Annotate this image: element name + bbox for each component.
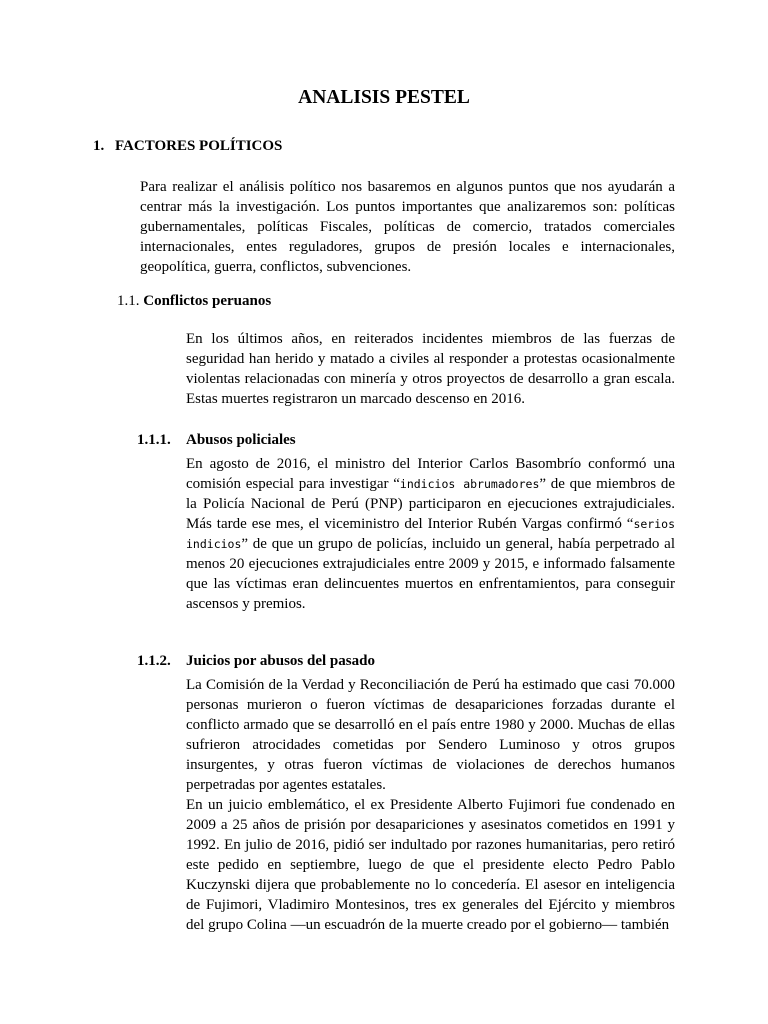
juicios-paragraphs <box>186 675 675 935</box>
conflictos-paragraph <box>186 329 675 409</box>
document-title: ANALISIS PESTEL <box>298 87 470 108</box>
juicios-paragraph-1: La Comisión de la Verdad y Reconciliación de Perú ha estimado que casi 70.000 personas murieron o fueron víctimas de desapariciones forzadas durante el conflicto armado que se desarrolló en el país entre 1980 y 2000. Muchas de ellas sufrieron atrocidades cometidas por Sendero Luminoso y otros grupos insurgentes, y otras fueron víctimas de violaciones de derechos humanos perpetradas por agentes estatales. <box>186 677 675 793</box>
subsection-heading-conflictos <box>117 293 271 310</box>
subsection-number: 1.1. <box>117 293 140 309</box>
conflictos-text: En los últimos años, en reiterados incidentes miembros de las fuerzas de seguridad han herido y matado a civiles al responder a protestas ocasionalmente violentas relacionadas con minería y otros proyectos de desarrollo a gran escala. Estas muertes registraron un marcado descenso en 2016. <box>186 331 675 407</box>
subsubsection-heading-text: Juicios por abusos del pasado <box>186 653 375 669</box>
abusos-quote-1: indicios abrumadores <box>399 477 540 491</box>
abusos-paragraph <box>186 454 675 614</box>
subsubsection-heading-text: Abusos policiales <box>186 432 296 448</box>
subsection-heading-text: Conflictos peruanos <box>143 293 272 309</box>
subsubsection-heading-abusos <box>137 432 296 449</box>
section-intro-paragraph <box>140 177 675 277</box>
abusos-text-part-1: En agosto de 2016, el ministro del Interior Carlos Basombrío conformó una comisión especial para investigar “ <box>186 456 675 492</box>
intro-text: Para realizar el análisis político nos basaremos en algunos puntos que nos ayudarán a centrar más la investigación. Los puntos importantes que analizaremos son: políticas gubernamentales, políticas Fiscales, políticas de comercio, tratados comerciales internacionales, entes reguladores, grupos de presión locales e internacionales, geopolítica, guerra, conflictos, subvenciones. <box>140 179 675 275</box>
juicios-paragraph-2: En un juicio emblemático, el ex Presidente Alberto Fujimori fue condenado en 2009 a 25 años de prisión por desapariciones y asesinatos cometidos en 1991 y 1992. En julio de 2016, pidió ser indultado por razones humanitarias, pero retiró este pedido en septiembre, luego de que el presidente electo Pedro Pablo Kuczynski dijera que probablemente no lo concedería. El asesor en inteligencia de Fujimori, Vladimiro Montesinos, tres ex generales del Ejército y miembros del grupo Colina —un escuadrón de la muerte creado por el gobierno— también <box>186 797 675 933</box>
abusos-text-part-3: ” de que un grupo de policías, incluido un general, había perpetrado al menos 20 ejecuciones extrajudiciales entre 2009 y 2015, e informado falsamente que las víctimas eran delincuentes muertos en enfrentamientos, para conseguir ascensos y premios. <box>186 536 675 612</box>
abusos-text-part-2: ” de que miembros de la Policía Nacional de Perú (PNP) participaron en ejecuciones extrajudiciales. Más tarde ese mes, el viceministro del Interior Rubén Vargas confirmó “ <box>186 476 675 532</box>
abusos-quote-2: serios indicios <box>186 517 675 551</box>
subsubsection-heading-juicios <box>137 653 375 670</box>
section-number: 1. <box>93 138 105 154</box>
section-heading-text: FACTORES POLÍTICOS <box>115 138 283 154</box>
subsubsection-number: 1.1.1. <box>137 432 171 448</box>
abusos-text <box>186 454 675 614</box>
section-heading-factores-politicos <box>93 138 282 155</box>
subsubsection-number: 1.1.2. <box>137 653 171 669</box>
